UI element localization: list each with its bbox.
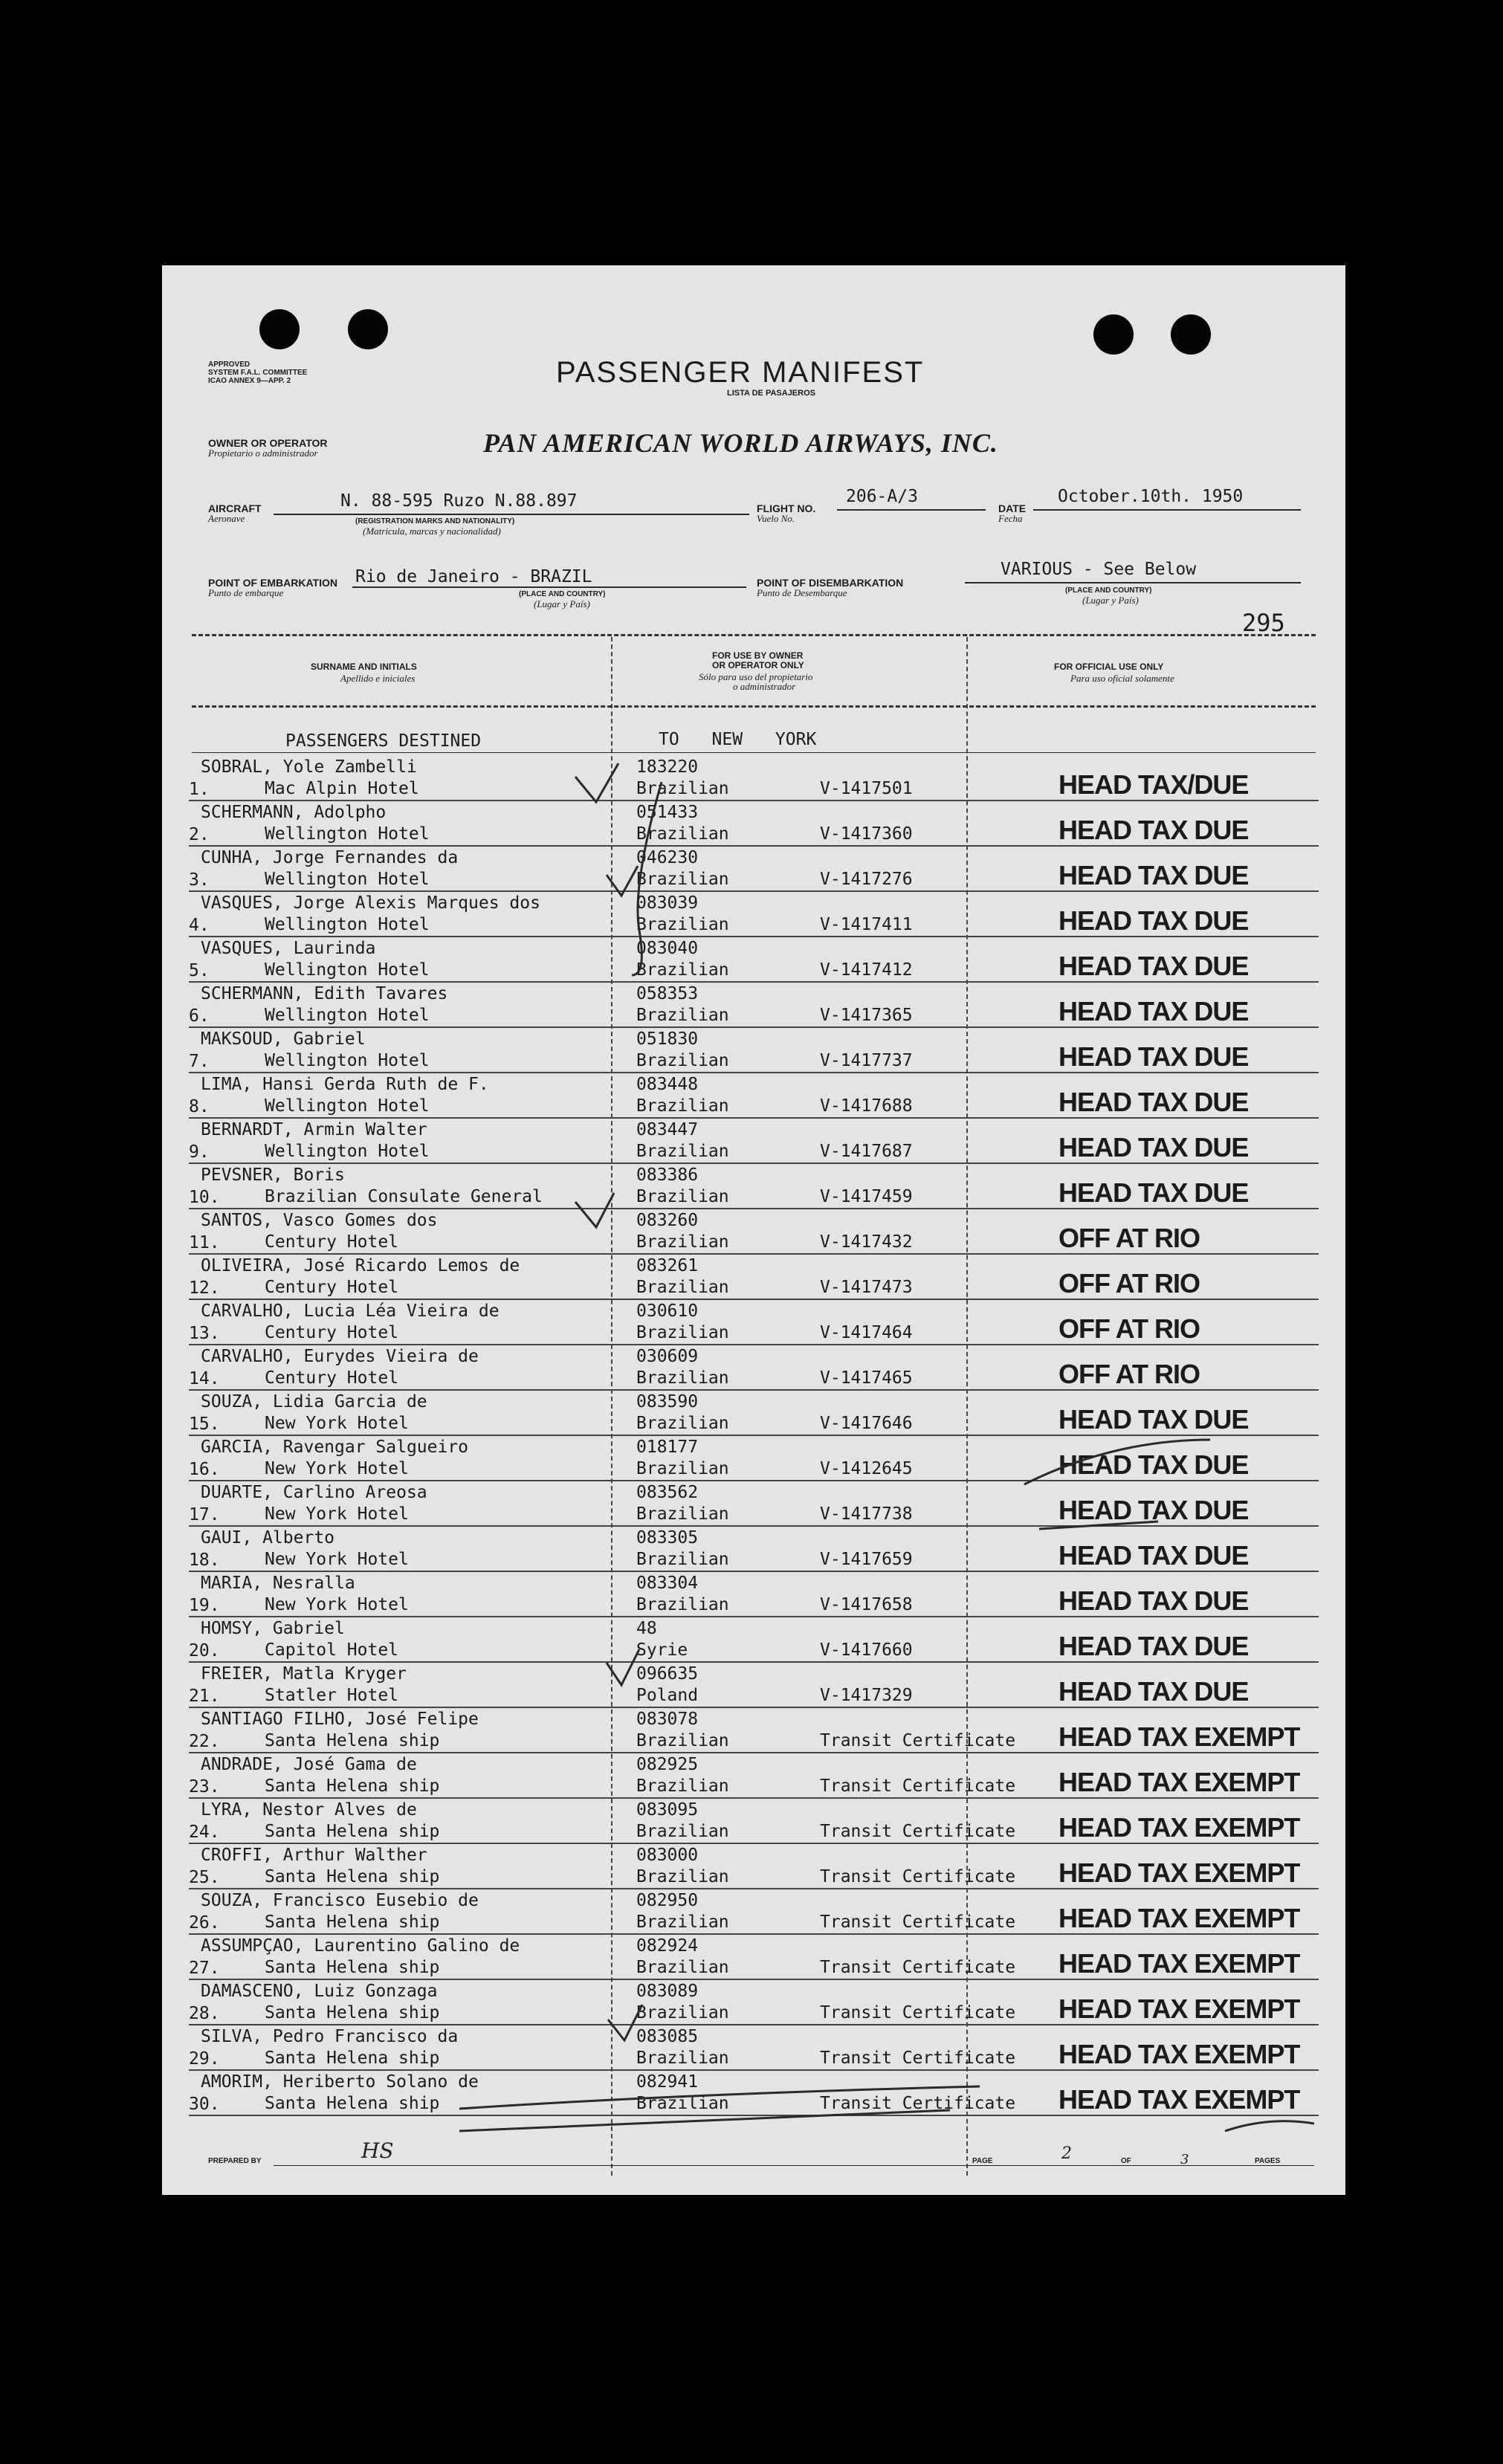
ticket-number: 083040 <box>636 939 699 958</box>
passenger-address: Santa Helena ship <box>265 2049 440 2068</box>
nationality: Brazilian <box>636 2049 729 2068</box>
manifest-sheet <box>162 265 1345 2195</box>
visa-number: Transit Certificate <box>820 2003 1016 2022</box>
embarkation-place-sub-2: (Lugar y País) <box>534 598 590 609</box>
passenger-address: Century Hotel <box>265 1278 399 1297</box>
aircraft-sub-2: (Matricula, marcas y nacionalidad) <box>363 526 501 537</box>
visa-number: V-1417659 <box>820 1550 913 1569</box>
disembarkation-place-sub-2: (Lugar y País) <box>1082 595 1139 606</box>
official-stamp: HEAD TAX DUE <box>1058 1676 1249 1707</box>
passenger-address: New York Hotel <box>265 1459 409 1478</box>
passenger-name: AMORIM, Heriberto Solano de <box>201 2072 479 2092</box>
passenger-name: SANTIAGO FILHO, José Felipe <box>201 1710 479 1729</box>
disembarkation-label: POINT OF DISEMBARKATION <box>757 577 904 589</box>
visa-number: V-1417365 <box>820 1006 913 1025</box>
nationality: Brazilian <box>636 1731 729 1750</box>
row-number: 14. <box>189 1369 220 1388</box>
official-stamp: HEAD TAX EXEMPT <box>1058 2084 1300 2115</box>
aircraft-sub-1: (REGISTRATION MARKS AND NATIONALITY) <box>355 517 515 526</box>
aircraft-label: AIRCRAFT <box>208 502 262 514</box>
row-number: 19. <box>189 1596 220 1615</box>
disembarkation-place-sub-1: (PLACE AND COUNTRY) <box>1065 586 1152 595</box>
row-number: 13. <box>189 1324 220 1343</box>
row-number: 27. <box>189 1959 220 1978</box>
date-label-es: Fecha <box>998 513 1023 524</box>
section-heading-left: PASSENGERS DESTINED <box>285 731 482 751</box>
visa-number: Transit Certificate <box>820 1867 1016 1886</box>
passenger-name: CUNHA, Jorge Fernandes da <box>201 848 459 867</box>
col-header-owner-2: OR OPERATOR ONLY <box>712 660 804 670</box>
nationality: Brazilian <box>636 1414 729 1433</box>
row-number: 10. <box>189 1188 220 1207</box>
ticket-number: 082950 <box>636 1891 699 1910</box>
official-stamp: HEAD TAX DUE <box>1058 951 1249 981</box>
ticket-number: 082924 <box>636 1936 699 1956</box>
row-number: 26. <box>189 1913 220 1933</box>
passenger-address: Santa Helena ship <box>265 1776 440 1796</box>
ticket-number: 083386 <box>636 1165 699 1185</box>
nationality: Brazilian <box>636 1006 729 1025</box>
official-stamp: HEAD TAX EXEMPT <box>1058 1812 1300 1843</box>
flight-label-es: Vuelo No. <box>757 513 795 524</box>
nationality: Poland <box>636 1686 699 1705</box>
nationality: Brazilian <box>636 1051 729 1070</box>
aircraft-value: N. 88-595 Ruzo N.88.897 <box>340 491 578 511</box>
official-stamp: HEAD TAX EXEMPT <box>1058 1948 1300 1979</box>
ticket-number: 083095 <box>636 1800 699 1820</box>
official-stamp: HEAD TAX/DUE <box>1058 769 1249 800</box>
passenger-name: HOMSY, Gabriel <box>201 1619 345 1638</box>
visa-number: V-1417501 <box>820 779 913 798</box>
row-number: 7. <box>189 1052 210 1071</box>
passenger-address: Santa Helena ship <box>265 1958 440 1977</box>
page-label: PAGE <box>972 2157 993 2165</box>
passenger-name: SOUZA, Francisco Eusebio de <box>201 1891 479 1910</box>
visa-number: V-1417329 <box>820 1686 913 1705</box>
visa-number: V-1417660 <box>820 1640 913 1660</box>
official-stamp: HEAD TAX EXEMPT <box>1058 1857 1300 1888</box>
passenger-address: Brazilian Consulate General <box>265 1187 543 1206</box>
row-number: 28. <box>189 2004 220 2023</box>
official-stamp: HEAD TAX DUE <box>1058 860 1249 890</box>
approval-line-1: APPROVED <box>208 360 250 369</box>
ticket-number: 083448 <box>636 1075 699 1094</box>
embarkation-place-sub-1: (PLACE AND COUNTRY) <box>519 590 606 598</box>
nationality: Brazilian <box>636 2003 729 2022</box>
nationality: Brazilian <box>636 1368 729 1388</box>
of-value: 3 <box>1180 2152 1189 2167</box>
official-stamp: HEAD TAX DUE <box>1058 1132 1249 1163</box>
passenger-name: MAKSOUD, Gabriel <box>201 1029 366 1049</box>
nationality: Brazilian <box>636 915 729 934</box>
passenger-name: MARIA, Nesralla <box>201 1574 355 1593</box>
row-number: 6. <box>189 1006 210 1026</box>
ticket-number: 083260 <box>636 1211 699 1230</box>
ticket-number: 096635 <box>636 1664 699 1684</box>
row-number: 25. <box>189 1868 220 1887</box>
passenger-name: OLIVEIRA, José Ricardo Lemos de <box>201 1256 520 1275</box>
passenger-address: Wellington Hotel <box>265 1051 430 1070</box>
passenger-address: New York Hotel <box>265 1550 409 1569</box>
page-value: 2 <box>1061 2144 1072 2163</box>
ticket-number: 083305 <box>636 1528 699 1548</box>
embarkation-label-es: Punto de embarque <box>208 587 284 598</box>
visa-number: V-1417432 <box>820 1232 913 1252</box>
ticket-number: 082941 <box>636 2072 699 2092</box>
official-stamp: HEAD TAX DUE <box>1058 1177 1249 1208</box>
ticket-number: 083447 <box>636 1120 699 1139</box>
ticket-number: 082925 <box>636 1755 699 1774</box>
ticket-number: 083089 <box>636 1982 699 2001</box>
nationality: Brazilian <box>636 1459 729 1478</box>
visa-number: V-1417360 <box>820 824 913 844</box>
passenger-name: SOUZA, Lidia Garcia de <box>201 1392 427 1412</box>
visa-number: V-1417737 <box>820 1051 913 1070</box>
visa-number: V-1417688 <box>820 1096 913 1116</box>
visa-number: V-1417473 <box>820 1278 913 1297</box>
passenger-name: DAMASCENO, Luiz Gonzaga <box>201 1982 438 2001</box>
ticket-number: 051830 <box>636 1029 699 1049</box>
visa-number: V-1417687 <box>820 1142 913 1161</box>
official-stamp: HEAD TAX DUE <box>1058 1585 1249 1616</box>
passenger-name: CARVALHO, Eurydes Vieira de <box>201 1347 479 1366</box>
row-number: 2. <box>189 825 210 844</box>
passenger-name: GAUI, Alberto <box>201 1528 335 1548</box>
passenger-address: Century Hotel <box>265 1323 399 1342</box>
visa-number: Transit Certificate <box>820 1912 1016 1932</box>
ticket-number: 051433 <box>636 803 699 822</box>
row-number: 18. <box>189 1550 220 1570</box>
official-stamp: HEAD TAX EXEMPT <box>1058 1721 1300 1752</box>
passenger-name: ASSUMPÇAO, Laurentino Galino de <box>201 1936 520 1956</box>
passenger-address: Wellington Hotel <box>265 824 430 844</box>
visa-number: V-1417738 <box>820 1504 913 1524</box>
row-number: 3. <box>189 870 210 890</box>
row-number: 21. <box>189 1687 220 1706</box>
handwritten-annotations <box>162 265 1345 2195</box>
nationality: Brazilian <box>636 1550 729 1569</box>
passenger-address: New York Hotel <box>265 1414 409 1433</box>
passenger-address: Santa Helena ship <box>265 2094 440 2113</box>
nationality: Brazilian <box>636 1187 729 1206</box>
flight-label: FLIGHT NO. <box>757 502 816 514</box>
ticket-number: 083562 <box>636 1483 699 1502</box>
passenger-address: Wellington Hotel <box>265 1096 430 1116</box>
owner-label-es: Propietario o administrador <box>208 447 318 459</box>
row-number: 11. <box>189 1233 220 1252</box>
visa-number: V-1417412 <box>820 960 913 980</box>
row-number: 12. <box>189 1278 220 1298</box>
row-number: 23. <box>189 1777 220 1797</box>
ticket-number: 183220 <box>636 757 699 777</box>
nationality: Syrie <box>636 1640 688 1660</box>
row-number: 9. <box>189 1142 210 1162</box>
passenger-address: Santa Helena ship <box>265 1867 440 1886</box>
nationality: Brazilian <box>636 1958 729 1977</box>
passenger-address: Santa Helena ship <box>265 1912 440 1932</box>
nationality: Brazilian <box>636 1912 729 1932</box>
passenger-name: SCHERMANN, Edith Tavares <box>201 984 448 1003</box>
row-number: 20. <box>189 1641 220 1661</box>
visa-number: V-1417646 <box>820 1414 913 1433</box>
ticket-number: 083078 <box>636 1710 699 1729</box>
visa-number: V-1417276 <box>820 870 913 889</box>
approval-line-3: ICAO ANNEX 9—APP. 2 <box>208 377 291 385</box>
nationality: Brazilian <box>636 870 729 889</box>
nationality: Brazilian <box>636 960 729 980</box>
nationality: Brazilian <box>636 1867 729 1886</box>
row-number: 29. <box>189 2049 220 2069</box>
visa-number: Transit Certificate <box>820 2094 1016 2113</box>
official-stamp: OFF AT RIO <box>1058 1223 1200 1253</box>
document-title-sub: LISTA DE PASAJEROS <box>727 389 815 398</box>
passenger-address: New York Hotel <box>265 1595 409 1614</box>
passenger-name: PEVSNER, Boris <box>201 1165 345 1185</box>
passenger-name: CARVALHO, Lucia Léa Vieira de <box>201 1301 500 1321</box>
passenger-name: DUARTE, Carlino Areosa <box>201 1483 427 1502</box>
passenger-name: SILVA, Pedro Francisco da <box>201 2027 459 2046</box>
visa-number: Transit Certificate <box>820 1776 1016 1796</box>
row-number: 16. <box>189 1460 220 1479</box>
official-stamp: HEAD TAX EXEMPT <box>1058 1903 1300 1933</box>
row-number: 30. <box>189 2095 220 2114</box>
ticket-number: 083085 <box>636 2027 699 2046</box>
passenger-address: Century Hotel <box>265 1368 399 1388</box>
ticket-number: 083000 <box>636 1846 699 1865</box>
visa-number: V-1417411 <box>820 915 913 934</box>
official-stamp: HEAD TAX DUE <box>1058 905 1249 936</box>
embarkation-label: POINT OF EMBARKATION <box>208 577 337 589</box>
col-header-surname-es: Apellido e iniciales <box>340 673 416 684</box>
passenger-address: Santa Helena ship <box>265 1822 440 1841</box>
date-label: DATE <box>998 502 1027 514</box>
row-number: 22. <box>189 1732 220 1751</box>
passenger-address: Wellington Hotel <box>265 1006 430 1025</box>
nationality: Brazilian <box>636 824 729 844</box>
row-number: 1. <box>189 780 210 799</box>
visa-number: V-1417658 <box>820 1595 913 1614</box>
col-header-surname: SURNAME AND INITIALS <box>311 662 417 672</box>
visa-number: Transit Certificate <box>820 1731 1016 1750</box>
passenger-name: SANTOS, Vasco Gomes dos <box>201 1211 438 1230</box>
passenger-name: VASQUES, Jorge Alexis Marques dos <box>201 893 540 913</box>
row-number: 17. <box>189 1505 220 1524</box>
document-title: PASSENGER MANIFEST <box>556 356 925 389</box>
nationality: Brazilian <box>636 779 729 798</box>
passenger-address: Wellington Hotel <box>265 870 430 889</box>
approval-line-2: SYSTEM F.A.L. COMMITTEE <box>208 369 308 377</box>
row-number: 15. <box>189 1414 220 1434</box>
ticket-number: 058353 <box>636 984 699 1003</box>
col-header-owner-1: FOR USE BY OWNER <box>712 650 804 661</box>
row-number: 8. <box>189 1097 210 1116</box>
passenger-name: ANDRADE, José Gama de <box>201 1755 417 1774</box>
official-stamp: OFF AT RIO <box>1058 1268 1200 1299</box>
prepared-by-label: PREPARED BY <box>208 2157 262 2165</box>
row-number: 4. <box>189 916 210 935</box>
official-stamp: HEAD TAX DUE <box>1058 815 1249 845</box>
nationality: Brazilian <box>636 1595 729 1614</box>
official-stamp: OFF AT RIO <box>1058 1359 1200 1389</box>
ticket-number: 083261 <box>636 1256 699 1275</box>
official-stamp: HEAD TAX DUE <box>1058 1631 1249 1661</box>
of-label: OF <box>1121 2157 1131 2165</box>
ticket-number: 030610 <box>636 1301 699 1321</box>
official-stamp: HEAD TAX DUE <box>1058 1404 1249 1435</box>
official-stamp: OFF AT RIO <box>1058 1313 1200 1344</box>
passenger-name: CROFFI, Arthur Walther <box>201 1846 427 1865</box>
disembarkation-label-es: Punto de Desembarque <box>757 587 847 598</box>
aircraft-label-es: Aeronave <box>208 513 245 524</box>
col-header-owner-es-2: o administrador <box>733 681 796 692</box>
embarkation-value: Rio de Janeiro - BRAZIL <box>355 567 592 586</box>
row-number: 5. <box>189 961 210 980</box>
nationality: Brazilian <box>636 1504 729 1524</box>
passenger-address: Wellington Hotel <box>265 1142 430 1161</box>
passenger-name: FREIER, Matla Kryger <box>201 1664 407 1684</box>
col-header-official: FOR OFFICIAL USE ONLY <box>1054 662 1164 672</box>
page-number: 295 <box>1242 609 1285 637</box>
official-stamp: HEAD TAX EXEMPT <box>1058 2039 1300 2069</box>
ticket-number: 018177 <box>636 1438 699 1457</box>
official-stamp: HEAD TAX DUE <box>1058 1540 1249 1571</box>
passenger-name: BERNARDT, Armin Walter <box>201 1120 427 1139</box>
ticket-number: 083304 <box>636 1574 699 1593</box>
nationality: Brazilian <box>636 1096 729 1116</box>
visa-number: Transit Certificate <box>820 2049 1016 2068</box>
official-stamp: HEAD TAX DUE <box>1058 1495 1249 1525</box>
col-header-owner-es-1: Sólo para uso del propietario <box>699 671 813 682</box>
passenger-address: Wellington Hotel <box>265 915 430 934</box>
official-stamp: HEAD TAX DUE <box>1058 1087 1249 1117</box>
passenger-name: LIMA, Hansi Gerda Ruth de F. <box>201 1075 489 1094</box>
pages-label: PAGES <box>1255 2157 1281 2165</box>
passenger-address: Statler Hotel <box>265 1686 399 1705</box>
ticket-number: 083039 <box>636 893 699 913</box>
disembarkation-value: VARIOUS - See Below <box>1001 560 1197 579</box>
passenger-name: LYRA, Nestor Alves de <box>201 1800 417 1820</box>
visa-number: V-1417459 <box>820 1187 913 1206</box>
official-stamp: HEAD TAX DUE <box>1058 1041 1249 1072</box>
owner-value: PAN AMERICAN WORLD AIRWAYS, INC. <box>483 428 998 458</box>
passenger-address: Capitol Hotel <box>265 1640 399 1660</box>
nationality: Brazilian <box>636 1232 729 1252</box>
visa-number: V-1417465 <box>820 1368 913 1388</box>
prepared-by-initials: HS <box>361 2138 394 2163</box>
passenger-name: SCHERMANN, Adolpho <box>201 803 387 822</box>
row-number: 24. <box>189 1823 220 1842</box>
visa-number: V-1417464 <box>820 1323 913 1342</box>
nationality: Brazilian <box>636 1323 729 1342</box>
visa-number: Transit Certificate <box>820 1958 1016 1977</box>
passenger-address: Century Hotel <box>265 1232 399 1252</box>
section-heading-right: TO NEW YORK <box>659 730 817 749</box>
passenger-address: Wellington Hotel <box>265 960 430 980</box>
flight-value: 206-A/3 <box>846 487 918 506</box>
passenger-name: SOBRAL, Yole Zambelli <box>201 757 417 777</box>
passenger-address: Santa Helena ship <box>265 1731 440 1750</box>
owner-label: OWNER OR OPERATOR <box>208 437 328 449</box>
passenger-name: GARCIA, Ravengar Salgueiro <box>201 1438 469 1457</box>
official-stamp: HEAD TAX DUE <box>1058 1449 1249 1480</box>
nationality: Brazilian <box>636 2094 729 2113</box>
ticket-number: 046230 <box>636 848 699 867</box>
ticket-number: 48 <box>636 1619 657 1638</box>
ticket-number: 083590 <box>636 1392 699 1412</box>
passenger-address: Mac Alpin Hotel <box>265 779 419 798</box>
official-stamp: HEAD TAX DUE <box>1058 996 1249 1026</box>
ticket-number: 030609 <box>636 1347 699 1366</box>
passenger-address: Santa Helena ship <box>265 2003 440 2022</box>
visa-number: Transit Certificate <box>820 1822 1016 1841</box>
nationality: Brazilian <box>636 1822 729 1841</box>
official-stamp: HEAD TAX EXEMPT <box>1058 1993 1300 2024</box>
visa-number: V-1412645 <box>820 1459 913 1478</box>
nationality: Brazilian <box>636 1776 729 1796</box>
passenger-name: VASQUES, Laurinda <box>201 939 376 958</box>
passenger-address: New York Hotel <box>265 1504 409 1524</box>
nationality: Brazilian <box>636 1278 729 1297</box>
official-stamp: HEAD TAX EXEMPT <box>1058 1767 1300 1797</box>
nationality: Brazilian <box>636 1142 729 1161</box>
date-value: October.10th. 1950 <box>1058 487 1244 506</box>
col-header-official-es: Para uso oficial solamente <box>1070 673 1174 684</box>
